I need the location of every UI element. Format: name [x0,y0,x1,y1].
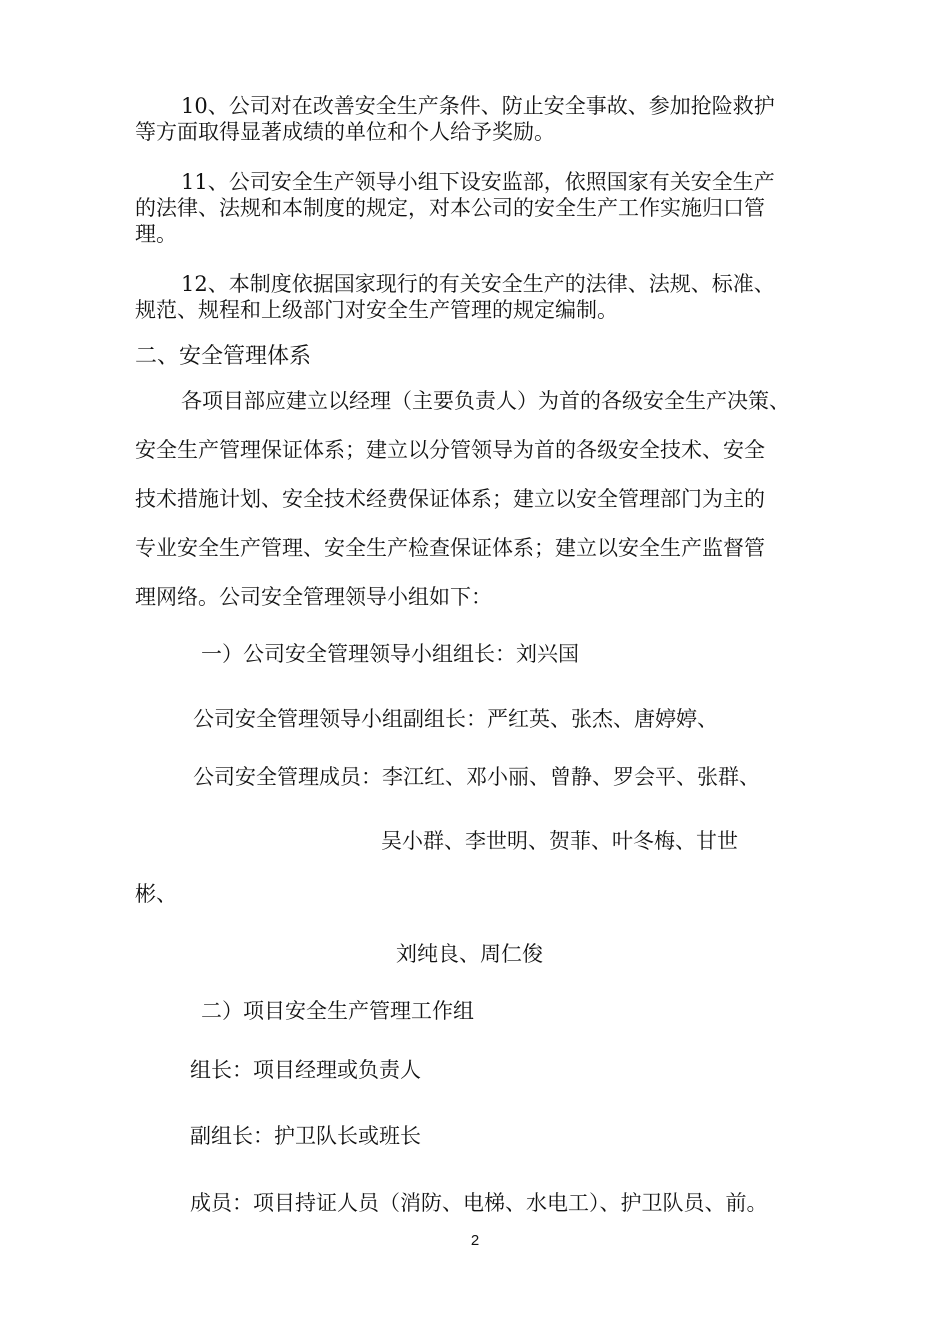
p12-line2: 规范、规程和上级部门对安全生产管理的规定编制。 [135,298,618,322]
group1-members-line1: 公司安全管理成员：李江红、邓小丽、曾静、罗会平、张群、 [193,765,760,789]
section-body-line4: 专业安全生产管理、安全生产检查保证体系；建立以安全生产监督管 [135,536,765,560]
group2-title: 二）项目安全生产管理工作组 [201,999,474,1023]
section-body-line3: 技术措施计划、安全技术经费保证体系；建立以安全管理部门为主的 [135,487,765,511]
group1-members-line4: 刘纯良、周仁俊 [396,942,543,966]
section-body-line2: 安全生产管理保证体系；建立以分管领导为首的各级安全技术、安全 [135,438,765,462]
group1-leader: 一）公司安全管理领导小组组长：刘兴国 [201,642,579,666]
p10-line1: 10、公司对在改善安全生产条件、防止安全事故、参加抢险救护 [181,94,775,118]
group1-members-line2: 吴小群、李世明、贺菲、叶冬梅、甘世 [381,829,738,853]
section-body-line5: 理网络。公司安全管理领导小组如下： [135,585,492,609]
p11-line2: 的法律、法规和本制度的规定，对本公司的安全生产工作实施归口管 [135,196,765,220]
group1-deputy: 公司安全管理领导小组副组长：严红英、张杰、唐婷婷、 [193,707,718,731]
section-heading: 二、安全管理体系 [135,344,312,369]
p10-line2: 等方面取得显著成绩的单位和个人给予奖励。 [135,120,555,144]
group2-leader: 组长：项目经理或负责人 [190,1058,421,1082]
group1-members-line3: 彬、 [135,882,177,906]
p11-line3: 理。 [135,222,177,246]
group2-members: 成员：项目持证人员（消防、电梯、水电工）、护卫队员、前。 [190,1191,768,1215]
group2-deputy: 副组长：护卫队长或班长 [190,1124,421,1148]
p11-line1: 11、公司安全生产领导小组下设安监部，依照国家有关安全生产 [181,170,775,194]
page-number: 2 [470,1232,480,1249]
section-body-line1: 各项目部应建立以经理（主要负责人）为首的各级安全生产决策、 [181,389,790,413]
p12-line1: 12、本制度依据国家现行的有关安全生产的法律、法规、标准、 [181,272,775,296]
